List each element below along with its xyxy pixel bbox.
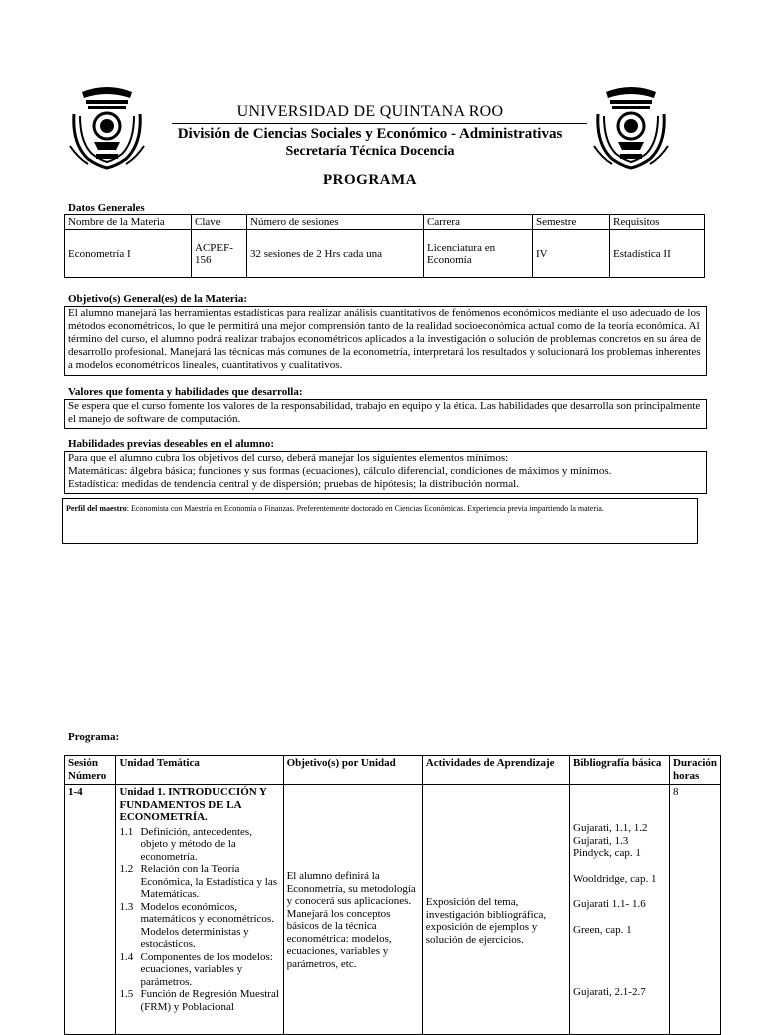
document-title: PROGRAMA [323,172,417,188]
header-bibliografia: Bibliografía básica [570,756,670,785]
objetivo-general-text: El alumno manejará las herramientas estadísticas para realizar análisis cuantitativos de fenómenos económicos mediante el uso adecuado de los métodos econométricos, lo que le permitirá una mejor comprensión tanto de la realidad socioeconómica actual como de la teoría económica. Al término del curso, el alumno podrá realizar trabajos econométricos aplicados a la investigación o solución de problemas concretos en su área de desarrollo profesional. Manejará las técnicas más comunes de la econometría, interpretará los resultados y solucionará los problemas inherentes a modelos econométricos lineales, cuantitativos y cualitativos. [68,307,701,371]
valores-label: Valores que fomenta y habilidades que desarrolla: [68,386,303,398]
unidad-title: Unidad 1. INTRODUCCIÓN Y FUNDAMENTOS DE LA ECONOMETRÍA. [119,786,267,823]
bib-item: Gujarati, 1.3 [573,834,629,847]
objetivo-general-box [64,306,707,376]
datos-generales-table [64,214,705,278]
bib-item: Gujarati 1.1- 1.6 [573,898,646,910]
value-clave: ACPEF-156 [192,230,247,278]
list-item: 1.3 Modelos económicos, matemáticos y econométricos. Modelos deterministas y estocásticos. [119,900,274,950]
habilidades-line: Para que el alumno cubra los objetivos del curso, deberá manejar los siguientes elementos mínimos: [68,452,509,464]
header-clave: Clave [192,215,247,230]
bib-item: Gujarati, 1.1, 1.2 [573,822,648,834]
valores-box [64,399,707,429]
university-name: UNIVERSIDAD DE QUINTANA ROO [236,103,504,120]
list-item: 1.5 Función de Regresión Muestral (FRM) y Poblacional [119,988,279,1013]
programa-label: Programa: [68,731,120,743]
table-row [65,785,721,1035]
objetivo-text: El alumno definirá la Econometría, su metodología y conocerá sus aplicaciones. Manejará los conceptos básicos de la técnica econométrica: modelos, ecuaciones, variables y parámetros, etc. [286,870,416,970]
header-materia: Nombre de la Materia [65,215,192,230]
habilidades-box [64,451,707,494]
university-crest-right-icon [592,84,670,174]
header-carrera: Carrera [424,215,533,230]
bibliografia-cell [570,785,670,1035]
header-objetivo: Objetivo(s) por Unidad [283,756,422,785]
header-duracion: Duración horas [670,756,721,785]
secretariat-name: Secretaría Técnica Docencia [285,144,455,159]
list-item: 1.2 Relación con la Teoría Económica, la Estadística y las Matemáticas. [119,863,278,900]
perfil-maestro-box [62,498,698,544]
header-unidad: Unidad Temática [116,756,283,785]
header-sesion: Sesión Número [65,756,116,785]
habilidades-line: Matemáticas: álgebra básica; funciones y sus formas (ecuaciones), cálculo diferencial, condiciones de máximos y mínimos. [68,465,612,477]
value-materia: Econometría I [65,230,192,278]
perfil-label: Perfil del maestro [66,504,127,513]
header-requisitos: Requisitos [610,215,705,230]
list-item: 1.1 Definición, antecedentes, objeto y método de la econometría. [119,825,252,863]
division-name: División de Ciencias Sociales y Económico - Administrativas [177,126,563,142]
bib-item: Gujarati, 2.1-2.7 [573,986,646,998]
bib-item: Green, cap. 1 [573,923,632,936]
bib-item: Pindyck, cap. 1 [573,847,641,859]
perfil-text: : Economista con Maestría en Economía o Finanzas. Preferentemente doctorado en Ciencias Económicas. Experiencia previa impartiendo la materia. [126,504,604,513]
unidad-cell [116,785,283,1035]
habilidades-line: Estadística: medidas de tendencia central y de dispersión; pruebas de hipótesis; la distribución normal. [68,478,519,490]
header-semestre: Semestre [533,215,610,230]
value-carrera: Licenciatura en Economía [424,230,533,278]
actividades-cell [422,785,569,1035]
programa-table [64,755,721,1035]
objetivo-general-label: Objetivo(s) General(es) de la Materia: [68,293,247,305]
bib-item: Wooldridge, cap. 1 [573,872,657,885]
header-sesiones: Número de sesiones [247,215,424,230]
datos-generales-label: Datos Generales [68,202,145,214]
list-item: 1.4 Componentes de los modelos: ecuaciones, variables y parámetros. [119,950,273,988]
value-sesiones: 32 sesiones de 2 Hrs cada una [247,230,424,278]
header-divider [172,123,587,124]
university-crest-left-icon [68,84,146,174]
value-semestre: IV [533,230,610,278]
valores-text: Se espera que el curso fomente los valores de la responsabilidad, trabajo en equipo y la ética. Las habilidades que desarrolla son principalmente el manejo de software de computación. [68,400,701,425]
sesion-cell: 1-4 [65,785,116,1035]
objetivo-cell [283,785,422,1035]
actividades-text: Exposición del tema, investigación bibliográfica, exposición de ejemplos y solución de ejercicios. [425,896,547,946]
habilidades-label: Habilidades previas deseables en el alumno: [68,438,275,450]
header-actividades: Actividades de Aprendizaje [422,756,569,785]
value-requisitos: Estadística II [610,230,705,278]
duracion-cell: 8 [670,785,721,1035]
